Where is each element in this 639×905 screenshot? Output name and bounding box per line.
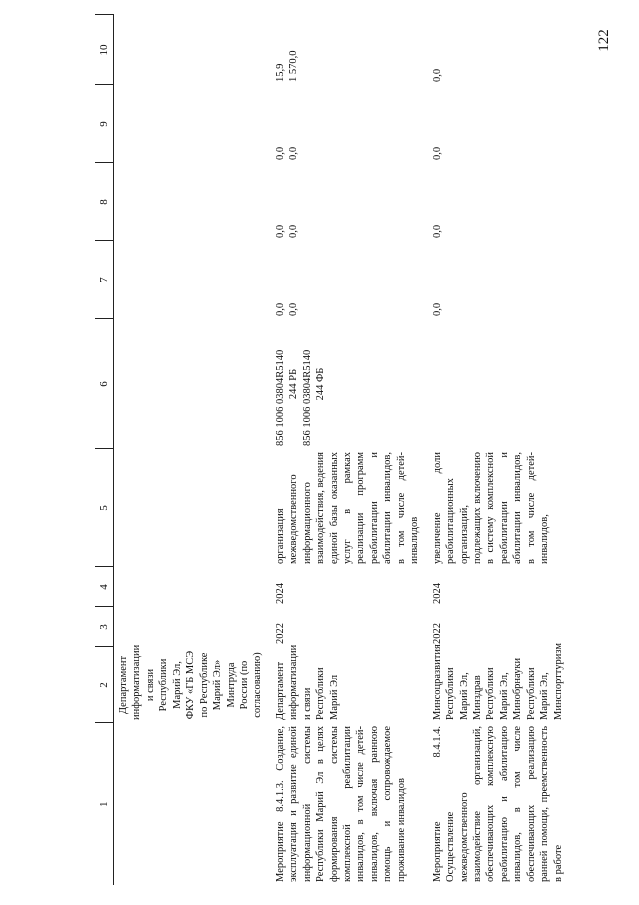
value: 0,0: [288, 224, 300, 238]
measure-title: Мероприятие 8.4.1.4. Осуществление межведомственного взаимодействие организаций, обеспечивающих комплексную реабилитацию и абилитацию инвалидов, в том числе обеспечивающих реализацию ранней помощи, преемственность в работе: [431, 726, 564, 882]
executors: Минсоцразвития Республики Марий Эл, Минздрав Республики Марий Эл, Минобрнауки Республики Марий Эл, Минспорттуризм: [431, 642, 564, 720]
table-row-continuation: [114, 15, 268, 885]
column-number-row: [95, 15, 114, 885]
expected-result: увеличение доли реабилитационных организаций, подлежащих включению в систему комплексной реабилитации и абилитации инвалидов, в том числе детей-инвалидов,: [431, 452, 551, 564]
value: 0,0: [288, 302, 300, 316]
value-col-9: [268, 85, 425, 163]
measure-title: Мероприятие 8.4.1.3. Создание, эксплуатация и развитие единой информационной системы Республики Марий Эл в целях формирования системы комплексной реабилитации инвалидов, в том числе детей-инвалидов, включая раннюю помощь и сопровождаемое проживание инвалидов: [274, 726, 407, 882]
value: 0,0: [288, 146, 300, 160]
value-col-8: 0,0: [431, 224, 443, 238]
col-header-9: 9: [95, 85, 114, 163]
start-year: 2022: [274, 623, 286, 644]
col-header-10: 10: [95, 15, 114, 85]
expected-result: организация межведомственного информационного взаимодействия, ведения единой базы оказанных услуг в рамках реализации программ реабилитации и абилитации инвалидов, в том числе детей-инвалидов: [274, 452, 421, 564]
value-col-8: [268, 163, 425, 241]
table-row-8-4-1-4: [425, 15, 568, 885]
value-col-10: 0,0: [431, 68, 443, 82]
value-col-7: [268, 241, 425, 319]
col-header-5: 5: [95, 449, 114, 567]
rotated-table-page: [95, 15, 615, 885]
col-header-8: 8: [95, 163, 114, 241]
value: 0,0: [274, 302, 286, 316]
continued-executors: Департамент информатизации и связи Республики Марий Эл, ФКУ «ГБ МСЭ по Республике Марий Эл» Минтруда России (по согласованию): [118, 644, 264, 720]
budget-code-line: 856 1006 03804R5140: [301, 349, 313, 446]
end-year: 2024: [431, 583, 443, 604]
budget-code: [268, 319, 425, 449]
value: 1 570,0: [288, 50, 300, 82]
col-header-4: 4: [95, 567, 114, 607]
budget-code-line: 244 ФБ: [315, 367, 327, 401]
value-col-9: 0,0: [431, 146, 443, 160]
value-col-7: 0,0: [431, 302, 443, 316]
table-row-8-4-1-3: [268, 15, 425, 885]
page-number: 122: [595, 29, 612, 52]
budget-code-line: 856 1006 03804R5140: [274, 349, 286, 446]
end-year: 2024: [274, 583, 286, 604]
col-header-2: 2: [95, 647, 114, 723]
value-col-10: [268, 15, 425, 85]
program-table: [95, 15, 568, 886]
col-header-7: 7: [95, 241, 114, 319]
executors: Департамент информатизации и связи Республики Марий Эл: [274, 644, 340, 720]
start-year: 2022: [431, 623, 443, 644]
budget-code-line: 244 РБ: [288, 368, 300, 400]
value: 15,9: [274, 63, 286, 82]
budget-code: [425, 319, 568, 449]
col-header-6: 6: [95, 319, 114, 449]
value: 0,0: [274, 146, 286, 160]
col-header-1: 1: [95, 723, 114, 885]
col-header-3: 3: [95, 607, 114, 647]
value: 0,0: [274, 224, 286, 238]
